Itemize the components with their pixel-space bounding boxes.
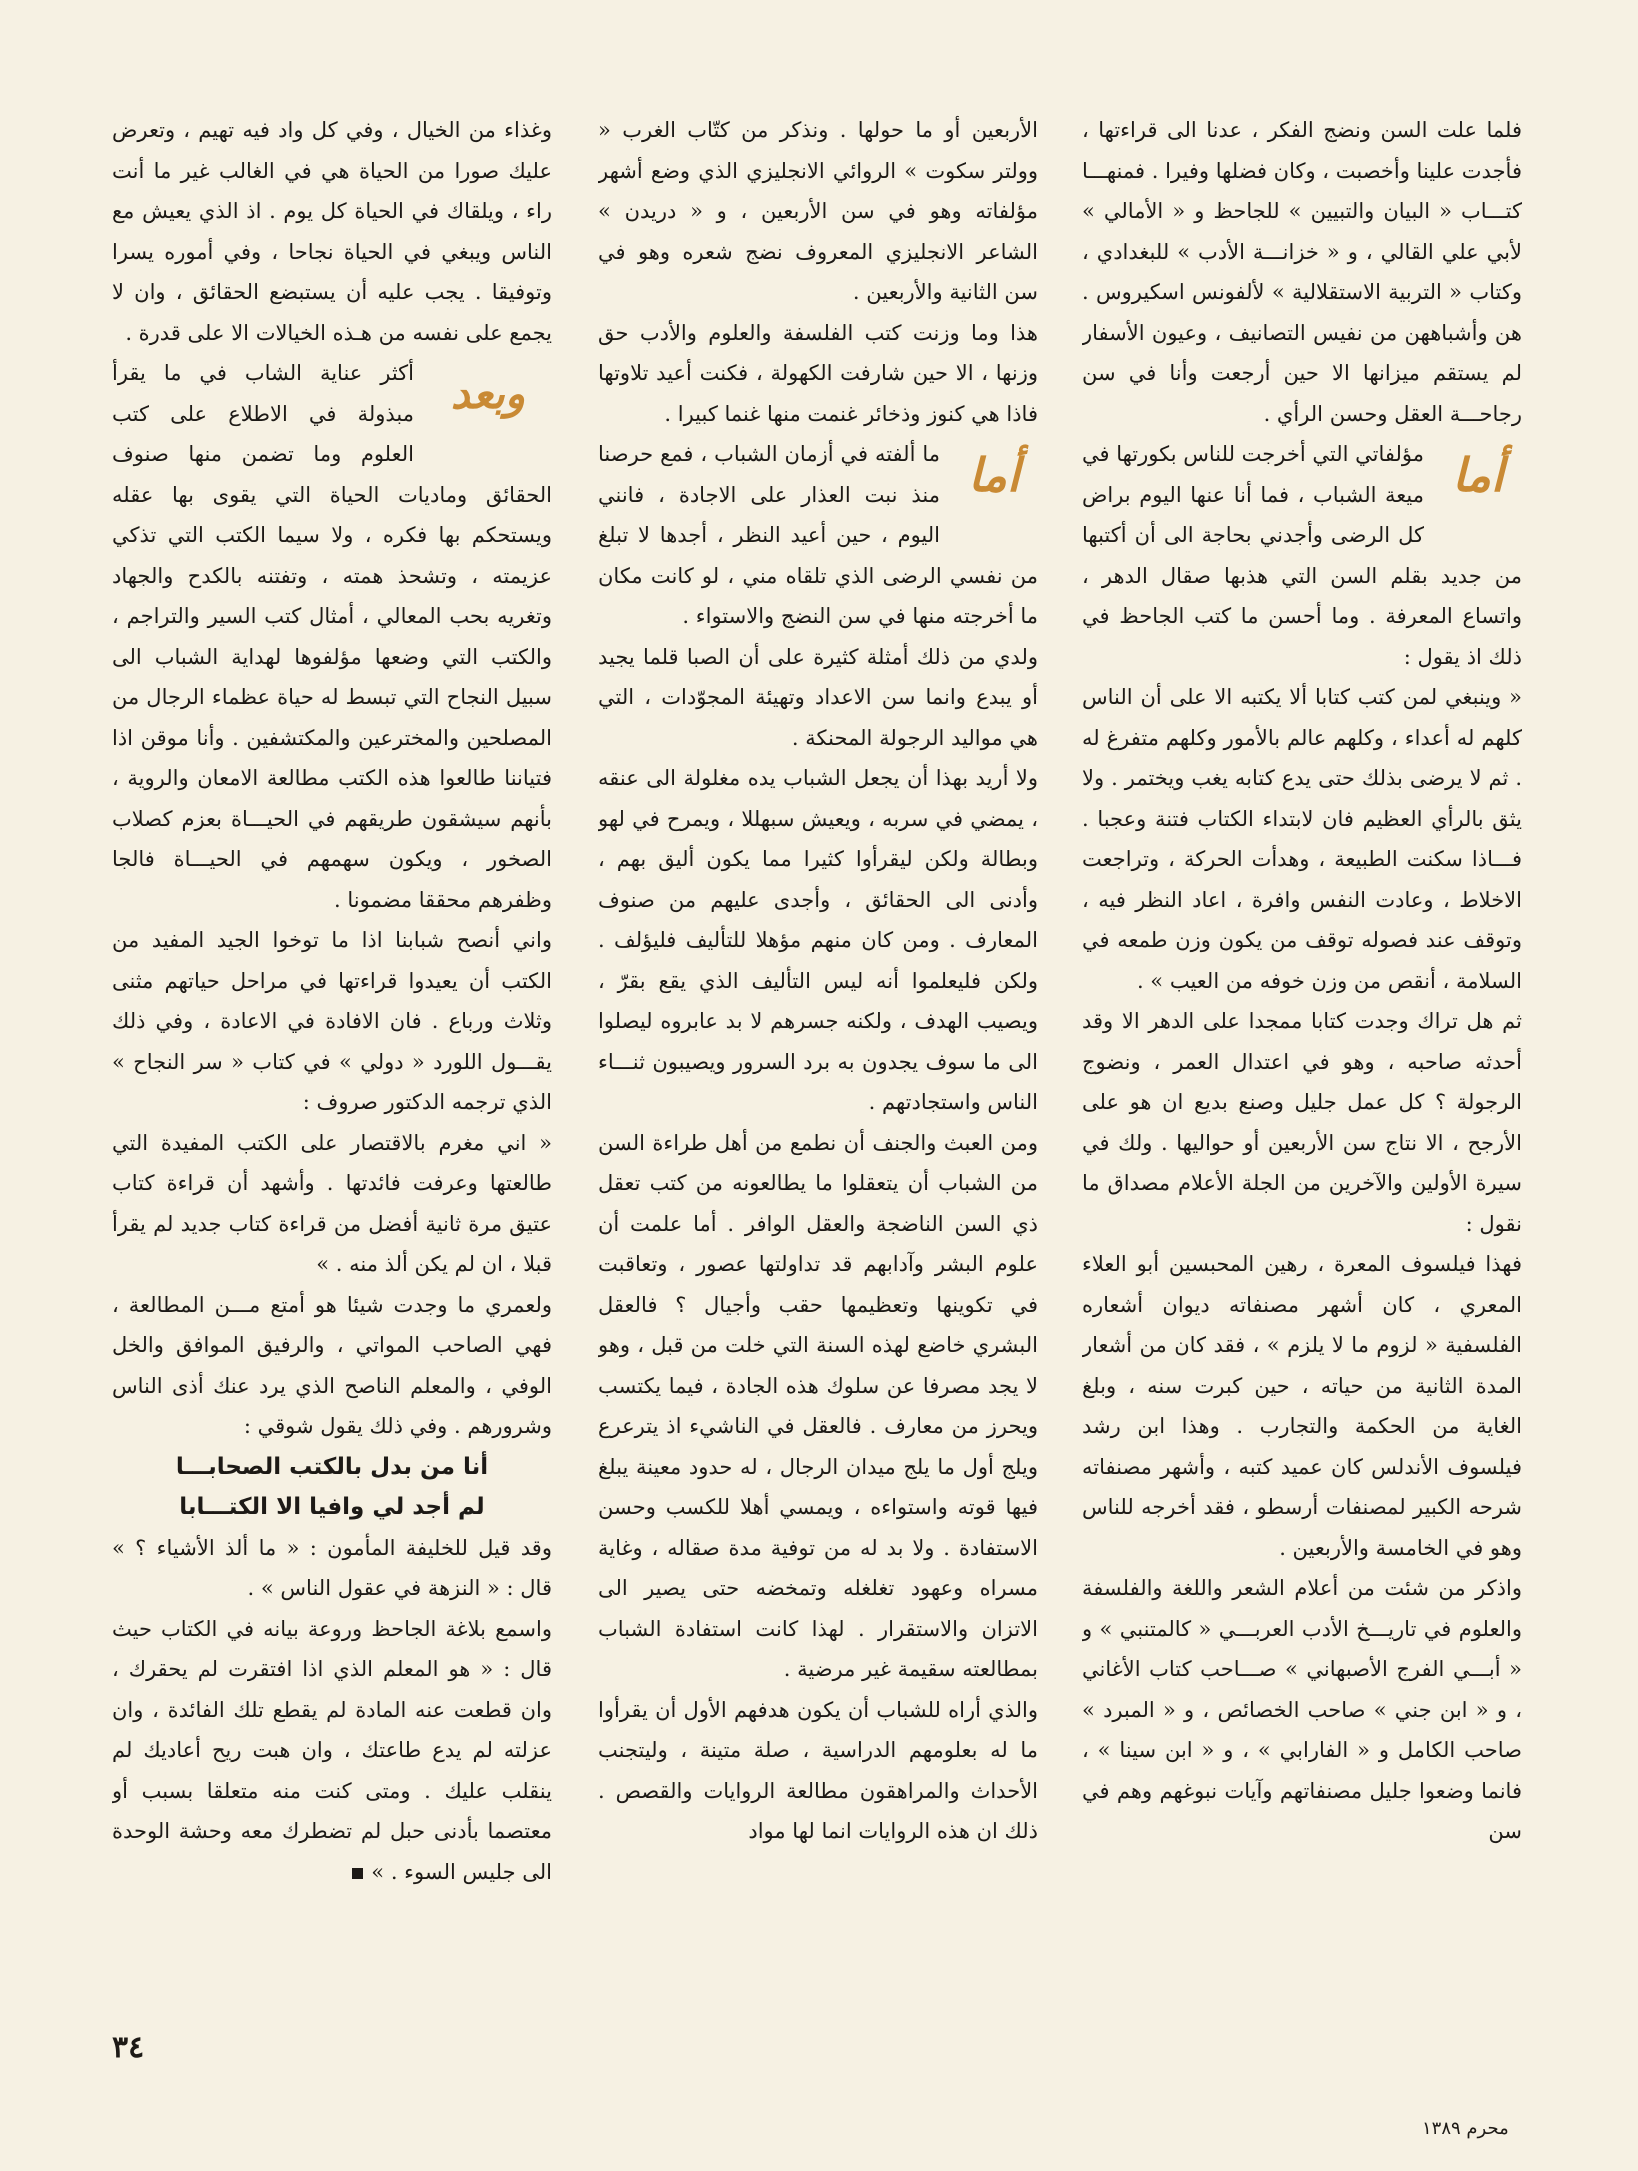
paragraph: واذكر من شئت من أعلام الشعر واللغة والفلسفة والعلوم في تاريـــخ الأدب العربـــي « كالمتنبي » و « أبـــي الفرج الأصبهاني » صـــاحب كتاب الأغاني ، و « ابن جني » صاحب الخصائص ، و « المبرد » صاحب الكامل و « الفارابي » ، و « ابن سينا » ، فانما وضعوا جليل مصنفاتهم وآيات نبوغهم وهم في سن	[1082, 1576, 1522, 1843]
paragraph: أما ما ألفته في أزمان الشباب ، فمع حرصنا منذ نبت العذار على الاجادة ، فانني اليوم ، حين أعيد النظر ، أجدها لا تبلغ من نفسي الرضى الذي تلقاه مني ، لو كانت مكان ما أخرجته منها في سن النضج والاستواء .	[598, 442, 1038, 628]
page-number: ٣٤	[112, 2030, 145, 2065]
article-column-left	[112, 110, 552, 2040]
paragraph: ولدي من ذلك أمثلة كثيرة على أن الصبا قلما يجيد أو يبدع وانما سن الاعداد وتهيئة المجوّدات ، التي هي مواليد الرجولة المحنكة .	[598, 644, 1038, 750]
article-column-middle	[598, 110, 1038, 2040]
issue-date: محرم ١٣٨٩	[1422, 2118, 1509, 2139]
paragraph: والذي أراه للشباب أن يكون هدفهم الأول أن يقرأوا ما له بعلومهم الدراسية ، صلة متينة ، وليتجنب الأحداث والمراهقون مطالعة الروايات والقصص . ذلك ان هذه الروايات انما لها مواد	[598, 1697, 1038, 1843]
quote-paragraph: « اني مغرم بالاقتصار على الكتب المفيدة التي طالعتها وعرفت فائدتها . وأشهد أن قراءة كتاب عتيق مرة ثانية أفضل من قراءة كتاب جديد لم يقرأ قبلا ، ان لم يكن ألذ منه . »	[112, 1130, 552, 1276]
paragraph: ولا أريد بهذا أن يجعل الشباب يده مغلولة الى عنقه ، يمضي في سربه ، ويعيش سبهللا ، ويمرح في لهو وبطالة ولكن ليقرأوا كثيرا مما يكون أليق بهم ، وأدنى الى الحقائق ، وأجدى عليهم من صنوف المعارف . ومن كان منهم مؤهلا للتأليف فليؤلف . ولكن فليعلموا أنه ليس التأليف الذي يقع بقرّ ، ويصيب الهدف ، ولكنه جسرهم لا بد عابروه ليصلوا الى ما سوف يجدون به برد السرور ويصيبون ثنـــاء الناس واستجادتهم .	[598, 766, 1038, 1114]
end-of-article-mark	[352, 1868, 363, 1879]
paragraph: فلما علت السن ونضج الفكر ، عدنا الى قراءتها ، فأجدت علينا وأخصبت ، وكان فضلها وفيرا . فمنهـــا كتـــاب « البيان والتبيين » للجاحظ و « الأمالي » لأبي علي القالي ، و « خزانـــة الأدب » للبغدادي ، وكتاب « التربية الاستقلالية » لألفونس اسكيروس . هن وأشباههن من نفيس التصانيف ، وعيون الأسفار لم يستقم ميزانها الا حين أرجعت وأنا في سن رجاحـــة العقل وحسن الرأي .	[1082, 118, 1522, 426]
verse-line: لم أجد لي وافيا الا الكتـــابا	[179, 1494, 485, 1520]
paragraph: ثم هل تراك وجدت كتابا ممجدا على الدهر الا وقد أحدثه صاحبه ، وهو في اعتدال العمر ، ونضوج الرجولة ؟ كل عمل جليل وصنع بديع ان هو على الأرجح ، الا نتاج سن الأربعين أو حواليها . ولك في سيرة الأولين والآخرين من الجلة الأعلام مصداق ما نقول :	[1082, 1009, 1522, 1236]
paragraph: أما مؤلفاتي التي أخرجت للناس بكورتها في ميعة الشباب ، فما أنا عنها اليوم براض كل الرضى وأجدني بحاجة الى أن أكتبها من جديد بقلم السن التي هذبها صقال الدهر ، واتساع المعرفة . وما أحسن ما كتب الجاحظ في ذلك اذ يقول :	[1082, 442, 1522, 669]
paragraph: ومن العبث والجنف أن نطمع من أهل طراءة السن من الشباب أن يتعقلوا ما يطالعونه من كتب تعقل ذي السن الناضجة والعقل الوافر . أما علمت أن علوم البشر وآدابهم قد تداولتها عصور ، وتعاقبت في تكوينها وتعظيمها حقب وأجيال ؟ فالعقل البشري خاضع لهذه السنة التي خلت من قبل ، وهو لا يجد مصرفا عن سلوك هذه الجادة ، فيما يكتسب ويحرز من معارف . فالعقل في الناشيء اذ يترعرع ويلج أول ما يلج ميدان الرجال ، له حدود معينة يبلغ فيها قوته واستواءه ، ويمسي أهلا للكسب وحسن الاستفادة . ولا بد له من توفية مدة صقاله ، وغاية مسراه وعهود تغلغله وتمخضه حتى يصير الى الاتزان والاستقرار . لهذا كانت استفادة الشباب بمطالعته سقيمة غير مرضية .	[598, 1130, 1038, 1681]
verse-line: أنا من بدل بالكتب الصحابـــا	[175, 1453, 489, 1480]
paragraph: وقد قيل للخليفة المأمون : « ما ألذ الأشياء ؟ » قال : « النزهة في عقول الناس » .	[112, 1535, 552, 1600]
paragraph: واسمع بلاغة الجاحظ وروعة بيانه في الكتاب حيث قال : « هو المعلم الذي اذا افتقرت لم يحقرك ، وان قطعت عنه المادة لم يقطع تلك الفائدة ، وان عزلته لم يدع طاعتك ، وان هبت ريح أعاديك لم ينقلب عليك . ومتى كنت منه متعلقا بسبب أو معتصما بأدنى حبل لم تضطرك معه وحشة الوحدة الى جليس السوء . »	[112, 1616, 552, 1884]
paragraph: وبعد أكثر عناية الشاب في ما يقرأ مبذولة في الاطلاع على كتب العلوم وما تضمن منها صنوف الحقائق وماديات الحياة التي يقوى بها عقله ويستحكم بها فكره ، ولا سيما الكتب التي تذكي عزيمته ، وتشحذ همته ، وتفتنه بالكدح والجهاد وتغريه بحب المعالي ، أمثال كتب السير والتراجم ، والكتب التي وضعها مؤلفوها لهداية الشباب الى سبيل النجاح التي تبسط له حياة عظماء الرجال من المصلحين والمخترعين والمكتشفين . وأنا موقن اذا فتياننا طالعوا هذه الكتب مطالعة الامعان والروية ، بأنهم سيشقون طريقهم في الحيـــاة بعزم كصلاب الصخور ، ويكون سهمهم في الحيـــاة فالجا وظفرهم محققا مضمونا .	[112, 361, 552, 912]
article-column-right	[1082, 110, 1522, 2040]
paragraph: ولعمري ما وجدت شيئا هو أمتع مـــن المطالعة ، فهي الصاحب المواتي ، والرفيق الموافق والخل الوفي ، والمعلم الناصح الذي يرد عنك أذى الناس وشرورهم . وفي ذلك يقول شوقي :	[112, 1292, 552, 1438]
quote-paragraph: « وينبغي لمن كتب كتابا ألا يكتبه الا على أن الناس كلهم له أعداء ، وكلهم عالم بالأمور وكلهم متفرغ له . ثم لا يرضى بذلك حتى يدع كتابه يغب ويختمر . ولا يثق بالرأي العظيم فان لابتداء الكتاب فتنة وعجبا . فـــاذا سكنت الطبيعة ، وهدأت الحركة ، وتراجعت الاخلاط ، وعادت النفس وافرة ، اعاد النظر فيه ، وتوقف عند فصوله توقف من يكون وزن طمعه في السلامة ، أنقص من وزن خوفه من العيب » .	[1082, 685, 1522, 993]
paragraph: هذا وما وزنت كتب الفلسفة والعلوم والأدب حق وزنها ، الا حين شارفت الكهولة ، فكنت أعيد تلاوتها فاذا هي كنوز وذخائر غنمت منها غنما كبيرا .	[598, 320, 1038, 426]
paragraph: الأربعين أو ما حولها . ونذكر من كتّاب الغرب « وولتر سكوت » الروائي الانجليزي الذي وضع أشهر مؤلفاته وهو في سن الأربعين ، و « دريدن » الشاعر الانجليزي المعروف نضج شعره وهو في سن الثانية والأربعين .	[598, 118, 1038, 304]
decorative-initial: أما	[1452, 448, 1504, 502]
paragraph: وغذاء من الخيال ، وفي كل واد فيه تهيم ، وتعرض عليك صورا من الحياة هي في الغالب غير ما أنت راء ، ويلقاك في الحياة كل يوم . اذ الذي يعيش مع الناس ويبغي في الحياة نجاحا ، وفي أموره يسرا وتوفيقا . يجب عليه أن يستبضع الحقائق ، وان لا يجمع على نفسه من هـذه الخيالات الا على قدرة .	[112, 118, 552, 345]
paragraph: واني أنصح شبابنا اذا ما توخوا الجيد المفيد من الكتب أن يعيدوا قراءتها في مراحل حياتهم مثنى وثلاث ورباع . فان الافادة في الاعادة ، وفي ذلك يقـــول اللورد « دولي » في كتاب « سر النجاح » الذي ترجمه الدكتور صروف :	[112, 928, 552, 1114]
decorative-initial: وبعد	[450, 369, 526, 418]
paragraph: فهذا فيلسوف المعرة ، رهين المحبسين أبو العلاء المعري ، كان أشهر مصنفاته ديوان أشعاره الفلسفية « لزوم ما لا يلزم » ، فقد كان من أشعار المدة الثانية من حياته ، حين كبرت سنه ، وبلغ الغاية من الحكمة والتجارب . وهذا ابن رشد فيلسوف الأندلس كان عميد كتبه ، وأشهر مصنفاته شرحه الكبير لمصنفات أرسطو ، فقد أخرجه للناس وهو في الخامسة والأربعين .	[1082, 1252, 1522, 1560]
decorative-initial: أما	[968, 448, 1020, 502]
